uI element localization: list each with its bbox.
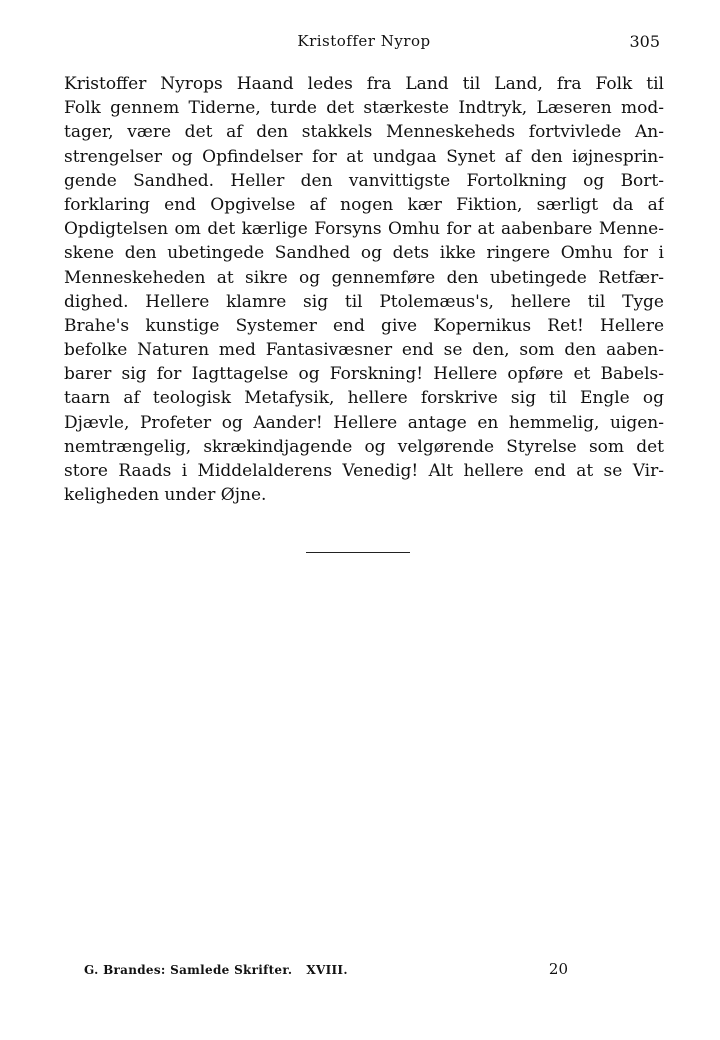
text-line: store Raads i Middelalderens Venedig! Alt hellere end at se Vir- xyxy=(64,461,664,481)
text-line: barer sig for Iagttagelse og Forskning! Hellere opføre et Babels- xyxy=(64,364,664,385)
text-line: nemtrængelig, skrækindjagende og velgørende Styrelse som det xyxy=(64,436,664,457)
text-line: Kristoffer Nyrops Haand ledes fra Land til Land, fra Folk til xyxy=(64,74,664,94)
printer-signature xyxy=(84,963,348,977)
body-paragraph xyxy=(64,72,664,507)
text-line: gende Sandhed. Heller den vanvittigste Fortolkning og Bort- xyxy=(64,170,664,191)
sheet-number: 20 xyxy=(548,960,568,978)
text-line: tager, være det af den stakkels Menneskeheds fortvivlede An- xyxy=(64,122,664,143)
page-number: 305 xyxy=(629,32,660,51)
text-line: strengelser og Opfindelser for at undgaa Synet af den iøjnesprin- xyxy=(64,146,664,167)
running-title: Kristoffer Nyrop xyxy=(297,32,431,50)
text-line: Brahe's kunstige Systemer end give Kopernikus Ret! Hellere xyxy=(64,315,664,336)
page-header xyxy=(64,32,664,56)
text-line: Opdigtelsen om det kærlige Forsyns Omhu for at aabenbare Menne- xyxy=(64,219,664,240)
text-line: dighed. Hellere klamre sig til Ptolemæus's, hellere til Tyge xyxy=(64,291,664,312)
text-line: Djævle, Profeter og Aander! Hellere antage en hemmelig, uigen- xyxy=(64,412,664,433)
signature-author: G. Brandes: Samlede Skrifter. xyxy=(84,963,293,977)
text-line: befolke Naturen med Fantasivæsner end se den, som den aaben- xyxy=(64,340,664,361)
text-line: forklaring end Opgivelse af nogen kær Fiktion, særligt da af xyxy=(64,194,664,215)
section-divider xyxy=(306,552,410,553)
text-line: taarn af teologisk Metafysik, hellere forskrive sig til Engle og xyxy=(64,388,664,409)
text-line: Folk gennem Tiderne, turde det stærkeste Indtryk, Læseren mod- xyxy=(64,98,664,119)
signature-volume: XVIII. xyxy=(306,963,348,977)
page-footer xyxy=(84,960,584,980)
text-line-last: keligheden under Øjne. xyxy=(64,485,267,506)
text-line: Menneskeheden at sikre og gennemføre den ubetingede Retfær- xyxy=(64,267,664,288)
text-line: skene den ubetingede Sandhed og dets ikke ringere Omhu for i xyxy=(64,243,664,264)
